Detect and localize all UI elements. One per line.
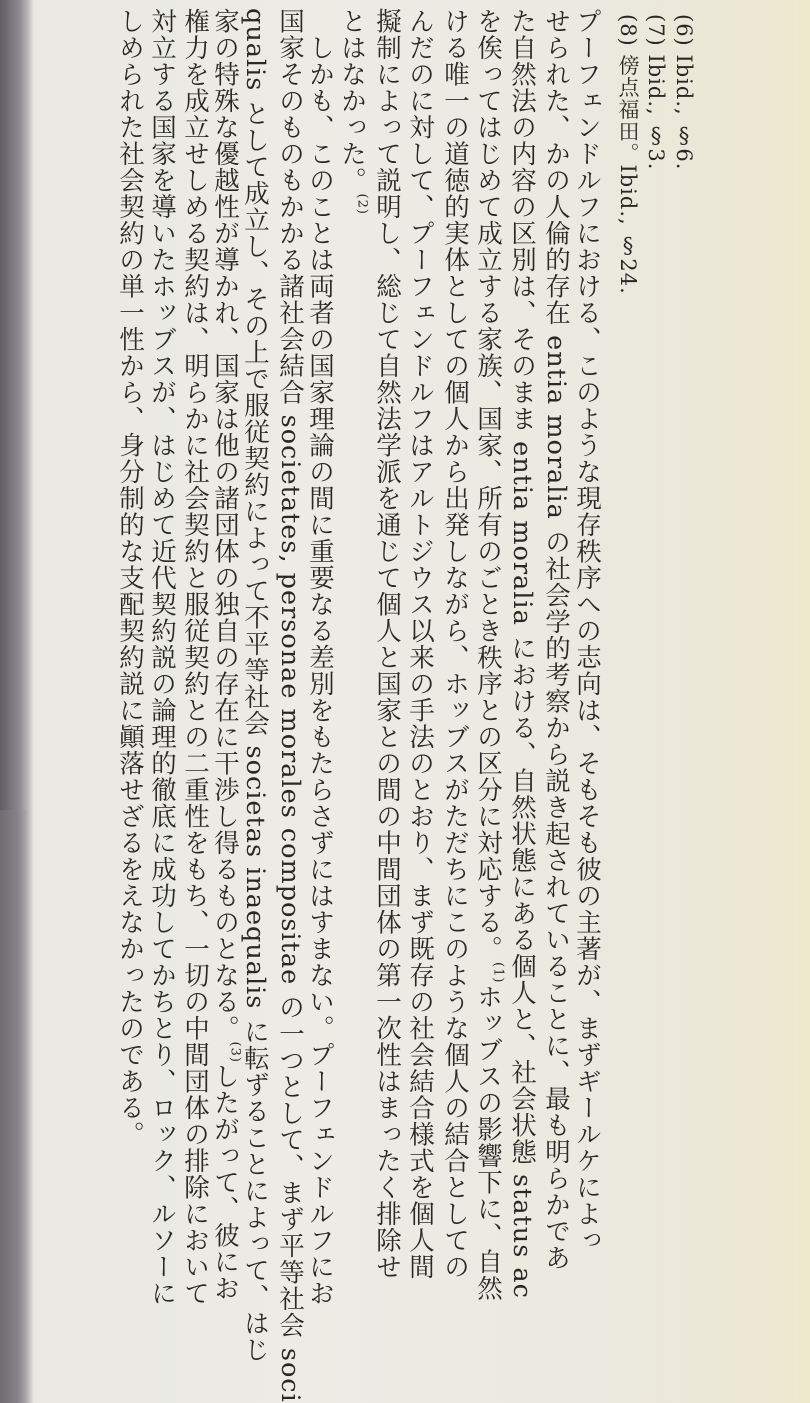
column-text: 権力を成立せしめる契約は、明らかに社会契約と服従契約との二重性をもち、一切の中間団体の排除において xyxy=(180,8,210,1307)
footnote-number: (8) xyxy=(616,14,640,47)
column-text-continued: ホッブスの影響下に、自然 xyxy=(473,983,503,1302)
column-text: しめられた社会契約の単一性から、身分制的な支配契約説に顚落せざるをえなかったのである。 xyxy=(115,8,145,1148)
text-column xyxy=(306,8,334,1307)
column-text: 国家そのものもかかる諸社会結合 societates, personae morales compositae の一つとして、まず平等社会 soci xyxy=(275,8,305,1403)
book-spine-shadow xyxy=(0,0,28,810)
note-reference: (2) xyxy=(354,193,370,215)
footnote-text: 傍点福田。Ibid., §24. xyxy=(616,54,640,295)
footnote-text: Ibid., §6. xyxy=(672,54,696,171)
column-text: 対立する国家を導いたホッブスが、はじめて近代契約説の論理的徹底に成功してかちとり、ロック、ルソーに xyxy=(147,8,177,1307)
footnote-number: (7) xyxy=(644,14,668,47)
text-column xyxy=(406,8,434,1280)
text-column xyxy=(211,8,249,1301)
text-column xyxy=(276,8,304,1403)
text-column xyxy=(181,8,209,1307)
text-column xyxy=(148,8,176,1307)
column-text: しかも、このことは両者の国家理論の間に重要なる差別をもたらさずにはすまない。プーフェンドルフにお xyxy=(305,8,335,1307)
text-column xyxy=(338,8,376,215)
column-text: ける唯一の道徳的実体としての個人から出発しながら、ホッブスがただちにこのような個人の結合としての xyxy=(440,8,470,1280)
column-text: とはなかった。 xyxy=(337,8,367,194)
note-reference: (1) xyxy=(490,962,506,984)
text-column xyxy=(441,8,469,1280)
text-column xyxy=(116,8,144,1148)
column-text: せられた、かの人倫的存在 entia moralia の社会学的考察から説き起されていることに、最も明らかであ xyxy=(541,8,571,1271)
footnote-text: Ibid., §3. xyxy=(644,54,668,171)
column-text: プーフェンドルフにおける、このような現存秩序への志向は、そもそも彼の主著が、まずギールケによっ xyxy=(572,8,602,1254)
footnote-8 xyxy=(614,14,642,295)
text-column xyxy=(542,8,570,1271)
column-text: を俟ってはじめて成立する家族、国家、所有のごとき秩序との区分に対応する。 xyxy=(473,8,503,962)
column-text: 擬制によって説明し、総じて自然法学派を通じて個人と国家との間の中間団体の第一次性はまったく排除せ xyxy=(372,8,402,1280)
text-column xyxy=(373,8,401,1280)
footnote-6 xyxy=(670,14,698,170)
note-reference: (3) xyxy=(227,1041,243,1063)
footnote-number: (6) xyxy=(672,14,696,47)
column-text: qualis として成立し、その上で服従契約によって不平等社会 societas inaequalis に転ずることによって、はじ xyxy=(240,8,270,1363)
text-column xyxy=(508,8,536,1299)
column-text: 家の特殊な優越性が導かれ、国家は他の諸団体の独自の存在に干渉し得るものとなる。 xyxy=(210,8,240,1042)
text-column xyxy=(573,8,601,1254)
footnote-7 xyxy=(642,14,670,170)
text-column xyxy=(474,8,512,1301)
column-text-continued: したがって、彼にお xyxy=(210,1062,240,1302)
column-text: んだのに対して、プーフェンドルフはアルトジウス以来の手法のとおり、まず既存の社会結合様式を個人間 xyxy=(405,8,435,1280)
column-text: た自然法の内容の区別は、そのまま entia moralia における、自然状態にある個人と、社会状態 status ac xyxy=(507,8,537,1299)
